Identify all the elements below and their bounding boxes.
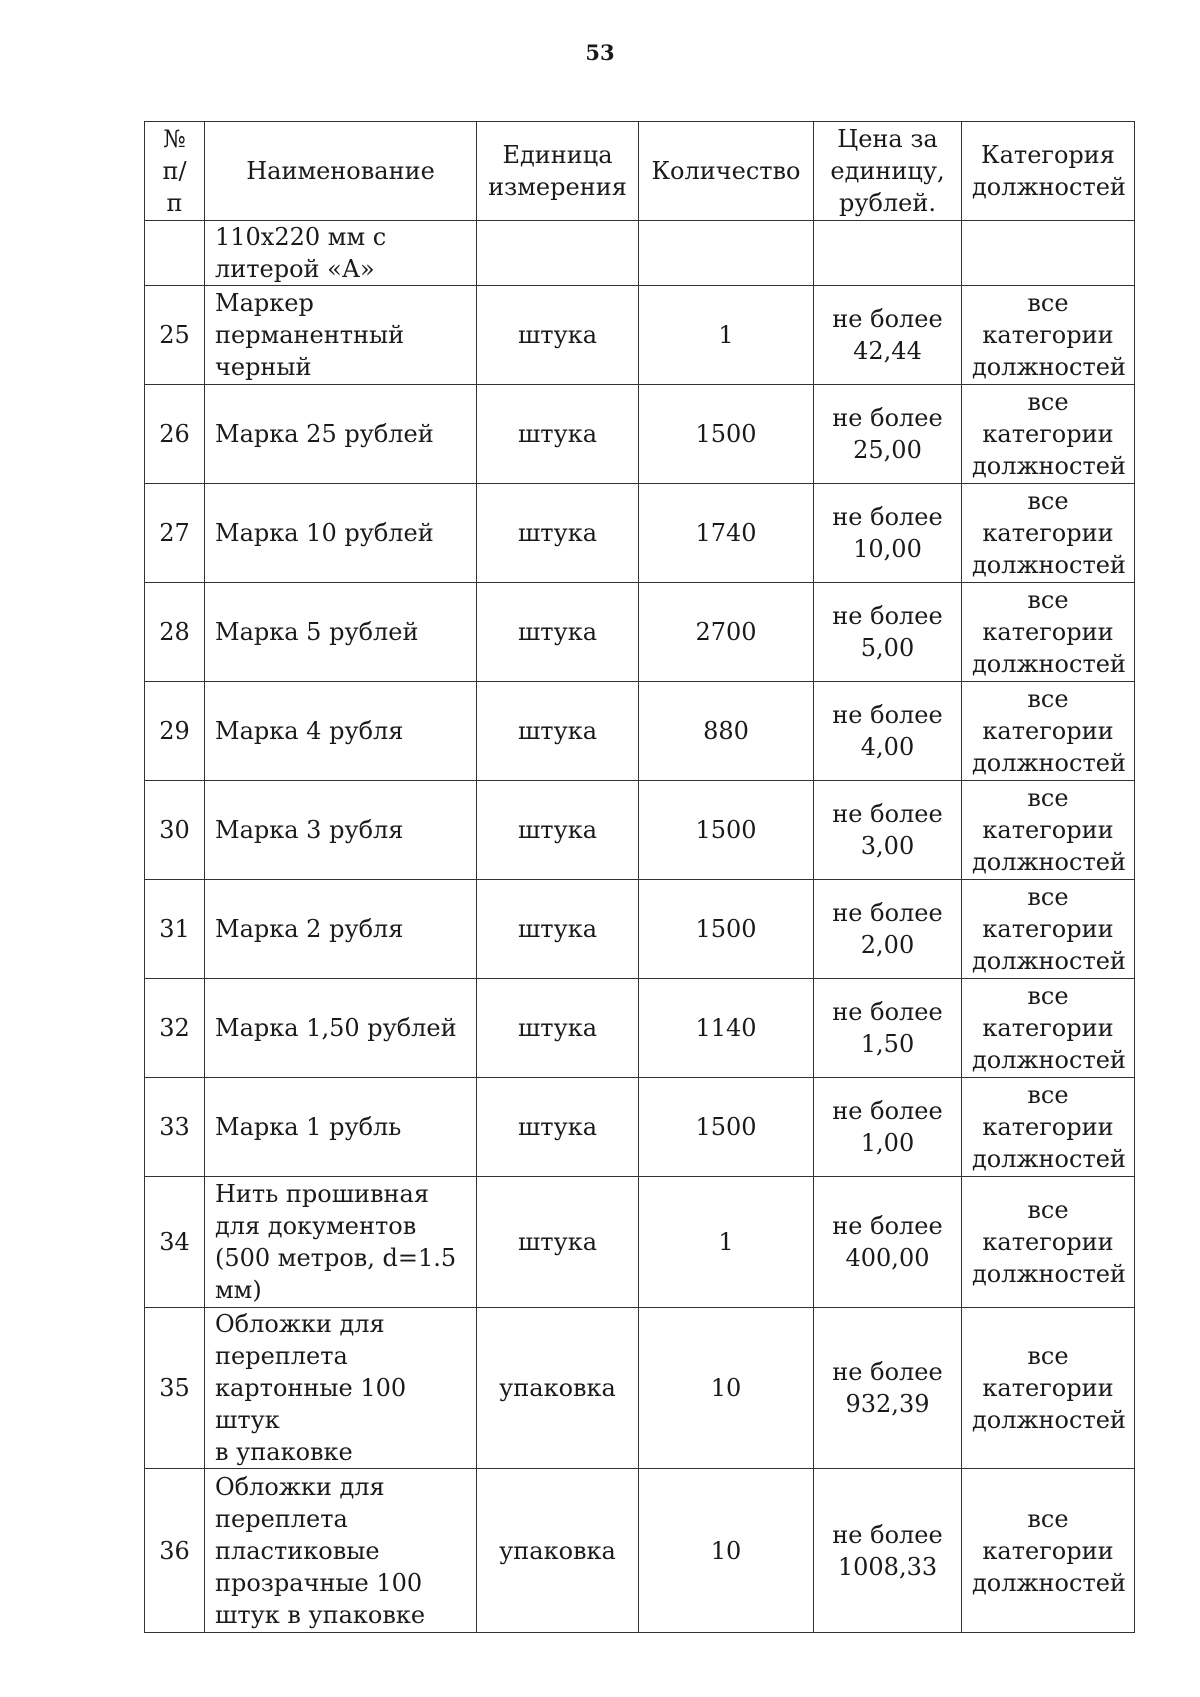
cell-qty: 10 (639, 1308, 814, 1469)
table-row (145, 286, 1135, 385)
cell-num: 30 (145, 781, 205, 880)
cell-price: не более 10,00 (814, 484, 962, 583)
cell-qty: 10 (639, 1469, 814, 1633)
cell-category: все категории должностей (962, 385, 1135, 484)
header-unit: Единица измерения (477, 122, 639, 221)
cell-name: Марка 10 рублей (205, 484, 477, 583)
cell-qty: 1 (639, 1177, 814, 1308)
cell-category: все категории должностей (962, 1177, 1135, 1308)
cell-unit: упаковка (477, 1469, 639, 1633)
header-category: Категория должностей (962, 122, 1135, 221)
supplies-table (144, 121, 1135, 1633)
cell-price: не более 2,00 (814, 880, 962, 979)
cell-unit: штука (477, 484, 639, 583)
cell-unit: штука (477, 583, 639, 682)
cell-unit: штука (477, 1177, 639, 1308)
cell-price: не более 4,00 (814, 682, 962, 781)
cell-category: все категории должностей (962, 286, 1135, 385)
cell-category: все категории должностей (962, 1308, 1135, 1469)
table-row-continuation (145, 221, 1135, 286)
table-row (145, 484, 1135, 583)
header-price: Цена за единицу, рублей. (814, 122, 962, 221)
cell-price: не более 400,00 (814, 1177, 962, 1308)
table-row (145, 1469, 1135, 1633)
cell-unit: штука (477, 1078, 639, 1177)
cell-qty: 1500 (639, 880, 814, 979)
cell-price: не более 5,00 (814, 583, 962, 682)
cell-num: 29 (145, 682, 205, 781)
table-row (145, 880, 1135, 979)
table-header-row (145, 122, 1135, 221)
cell-num: 34 (145, 1177, 205, 1308)
cell-price: не более 932,39 (814, 1308, 962, 1469)
table-row (145, 1308, 1135, 1469)
cell-category: все категории должностей (962, 583, 1135, 682)
cell-num: 36 (145, 1469, 205, 1633)
cell-category: все категории должностей (962, 682, 1135, 781)
cell-name: Нить прошивная для документов (500 метров, d=1.5 мм) (205, 1177, 477, 1308)
cell-name: Обложки для переплета картонные 100 штук в упаковке (205, 1308, 477, 1469)
cell-num: 28 (145, 583, 205, 682)
cell-price: не более 1,00 (814, 1078, 962, 1177)
cell-num: 27 (145, 484, 205, 583)
cell-num: 25 (145, 286, 205, 385)
cell-price: не более 42,44 (814, 286, 962, 385)
cell-price: не более 1008,33 (814, 1469, 962, 1633)
cell-name: Марка 3 рубля (205, 781, 477, 880)
cell-name: Маркер перманентный черный (205, 286, 477, 385)
cell-num: 31 (145, 880, 205, 979)
cell-category: все категории должностей (962, 979, 1135, 1078)
cell-category: все категории должностей (962, 1469, 1135, 1633)
table-row (145, 1078, 1135, 1177)
table-row (145, 583, 1135, 682)
cell-name: Марка 4 рубля (205, 682, 477, 781)
cell-unit: упаковка (477, 1308, 639, 1469)
cell-qty: 1500 (639, 385, 814, 484)
table-row (145, 979, 1135, 1078)
cell-num: 26 (145, 385, 205, 484)
page-number: 53 (585, 40, 615, 65)
cell-unit: штука (477, 286, 639, 385)
cell-unit: штука (477, 979, 639, 1078)
cell-category: все категории должностей (962, 1078, 1135, 1177)
header-num: № п/п (145, 122, 205, 221)
cell-category (962, 221, 1135, 286)
cell-name: Марка 25 рублей (205, 385, 477, 484)
cell-num: 32 (145, 979, 205, 1078)
cell-name: 110х220 мм с литерой «А» (205, 221, 477, 286)
cell-qty: 1140 (639, 979, 814, 1078)
table-row (145, 781, 1135, 880)
cell-num (145, 221, 205, 286)
cell-qty: 880 (639, 682, 814, 781)
cell-unit: штука (477, 385, 639, 484)
cell-name: Марка 2 рубля (205, 880, 477, 979)
cell-num: 33 (145, 1078, 205, 1177)
cell-qty: 1500 (639, 781, 814, 880)
table-row (145, 1177, 1135, 1308)
cell-unit: штука (477, 781, 639, 880)
cell-qty: 2700 (639, 583, 814, 682)
cell-unit (477, 221, 639, 286)
cell-unit: штука (477, 880, 639, 979)
cell-name: Обложки для переплета пластиковые прозрачные 100 штук в упаковке (205, 1469, 477, 1633)
cell-qty (639, 221, 814, 286)
cell-unit: штука (477, 682, 639, 781)
cell-qty: 1 (639, 286, 814, 385)
cell-price: не более 3,00 (814, 781, 962, 880)
table-row (145, 385, 1135, 484)
header-name: Наименование (205, 122, 477, 221)
cell-name: Марка 5 рублей (205, 583, 477, 682)
cell-price: не более 1,50 (814, 979, 962, 1078)
cell-num: 35 (145, 1308, 205, 1469)
header-qty: Количество (639, 122, 814, 221)
cell-price (814, 221, 962, 286)
cell-name: Марка 1 рубль (205, 1078, 477, 1177)
cell-qty: 1500 (639, 1078, 814, 1177)
table-row (145, 682, 1135, 781)
cell-price: не более 25,00 (814, 385, 962, 484)
cell-name: Марка 1,50 рублей (205, 979, 477, 1078)
cell-qty: 1740 (639, 484, 814, 583)
cell-category: все категории должностей (962, 484, 1135, 583)
cell-category: все категории должностей (962, 880, 1135, 979)
cell-category: все категории должностей (962, 781, 1135, 880)
